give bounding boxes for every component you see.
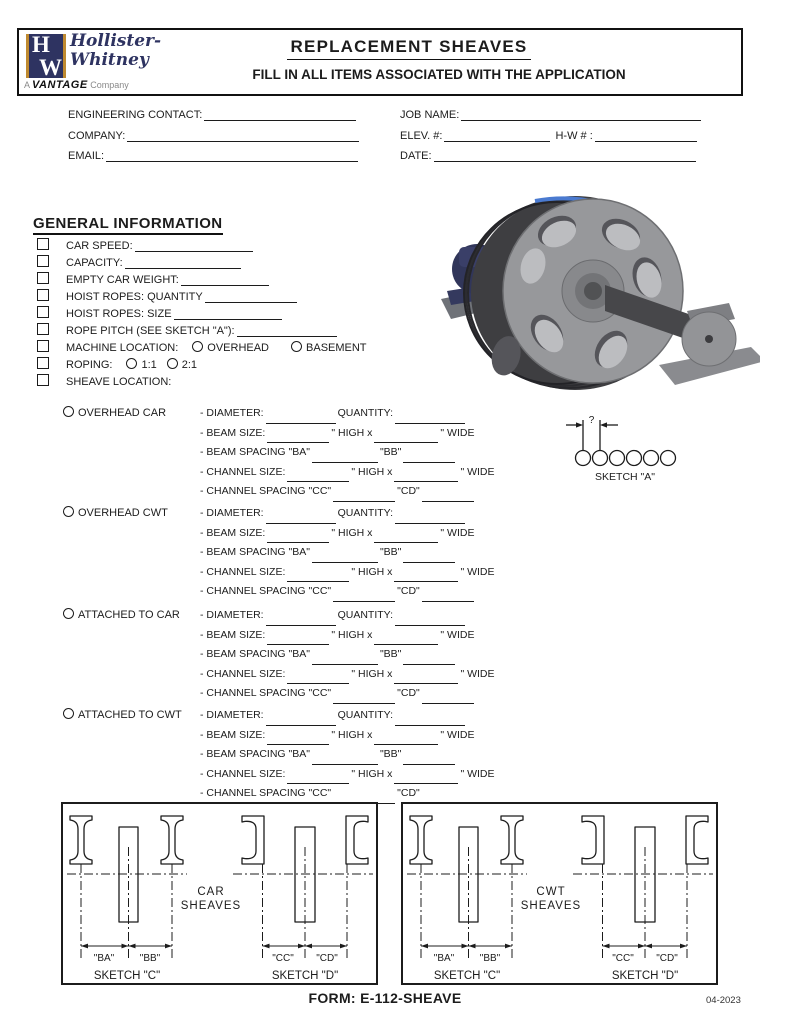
date-line[interactable] — [434, 148, 696, 162]
dim-cd: "CD" — [316, 953, 338, 964]
brand-line2: Whitney — [70, 50, 149, 70]
channel-wide-line[interactable] — [394, 770, 458, 784]
i-beam-right — [501, 816, 523, 864]
beam-spacing-row: - BEAM SPACING "BA" "BB" — [200, 745, 495, 765]
beam-size-row: - BEAM SIZE: " HIGH x " WIDE — [200, 726, 495, 746]
roping-2-1-label: 2:1 — [181, 359, 198, 371]
basement-radio[interactable] — [291, 341, 302, 352]
beam-high-line[interactable] — [267, 631, 329, 645]
hw-no-label: H-W # : — [555, 130, 593, 142]
job-name-label: JOB NAME: — [400, 109, 460, 121]
channel-high-line[interactable] — [287, 670, 349, 684]
hoist-ropes-quantity-line[interactable] — [205, 289, 297, 303]
attached-to-car-label: ATTACHED TO CAR — [78, 609, 180, 621]
company-line[interactable] — [127, 128, 359, 142]
car-speed-line[interactable] — [135, 238, 253, 252]
cc-line[interactable] — [333, 588, 395, 602]
channel-size-row: - CHANNEL SIZE: " HIGH x " WIDE — [200, 665, 495, 685]
diameter-line[interactable] — [266, 410, 336, 424]
sheave-wheel — [464, 196, 683, 390]
rope-pitch-dim: ? — [588, 415, 595, 426]
channel-wide-line[interactable] — [394, 468, 458, 482]
dim-bb: "BB" — [479, 953, 501, 964]
channel-right — [686, 816, 708, 864]
channel-high-line[interactable] — [287, 468, 349, 482]
monogram-w: W — [39, 55, 62, 80]
quantity-line[interactable] — [395, 712, 465, 726]
machine-location-row — [37, 340, 367, 354]
channel-wide-line[interactable] — [394, 670, 458, 684]
sketch-d-label: SKETCH "D" — [271, 970, 339, 982]
ba-line[interactable] — [312, 549, 378, 563]
channel-high-line[interactable] — [287, 568, 349, 582]
quantity-line[interactable] — [395, 510, 465, 524]
capacity-label: CAPACITY: — [66, 257, 123, 269]
diameter-row: - DIAMETER: QUANTITY: — [200, 404, 495, 424]
email-label: EMAIL: — [68, 150, 105, 162]
beam-spacing-row: - BEAM SPACING "BA" "BB" — [200, 443, 495, 463]
beam-size-row: - BEAM SIZE: " HIGH x " WIDE — [200, 626, 495, 646]
engineering-contact-line[interactable] — [204, 107, 356, 121]
hoist-ropes-size-row — [37, 306, 284, 320]
empty-car-weight-line[interactable] — [181, 272, 269, 286]
hoist-ropes-quantity-label: HOIST ROPES: QUANTITY — [66, 291, 203, 303]
email-row — [68, 148, 360, 162]
job-name-row — [400, 107, 703, 121]
bb-line[interactable] — [403, 751, 455, 765]
elev-no-label: ELEV. #: — [400, 130, 443, 142]
sketch-a-label: SKETCH "A" — [595, 471, 655, 483]
brand-name — [70, 32, 161, 70]
brand-line1: Hollister- — [70, 31, 162, 51]
beam-size-row: - BEAM SIZE: " HIGH x " WIDE — [200, 524, 495, 544]
engineering-contact-label: ENGINEERING CONTACT: — [68, 109, 203, 121]
company-row — [68, 128, 361, 142]
cd-line[interactable] — [422, 488, 474, 502]
rope-pitch-row — [37, 323, 339, 337]
car-sheaves-diagram — [61, 802, 378, 985]
beam-high-line[interactable] — [267, 529, 329, 543]
hoist-ropes-size-label: HOIST ROPES: SIZE — [66, 308, 172, 320]
attached-to-cwt-radio[interactable] — [63, 708, 74, 719]
vantage-tagline: A VANTAGE Company — [24, 79, 129, 91]
roping-1-1-radio[interactable] — [126, 358, 137, 369]
diameter-row: - DIAMETER: QUANTITY: — [200, 606, 495, 626]
i-beam-right — [161, 816, 183, 864]
sheave-location-row — [37, 374, 171, 388]
sheave-location-label: SHEAVE LOCATION: — [66, 376, 172, 388]
dim-cc: "CC" — [272, 953, 294, 964]
channel-left — [242, 816, 264, 864]
dim-cc: "CC" — [612, 953, 634, 964]
channel-size-row: - CHANNEL SIZE: " HIGH x " WIDE — [200, 563, 495, 583]
bb-line[interactable] — [403, 449, 455, 463]
ba-line[interactable] — [312, 449, 378, 463]
rope-pitch-line[interactable] — [237, 323, 337, 337]
channel-right — [346, 816, 368, 864]
roping-2-1-radio[interactable] — [167, 358, 178, 369]
hw-no-line[interactable] — [595, 128, 697, 142]
vantage-wordmark: VANTAGE — [32, 79, 88, 91]
monogram-h: H — [32, 32, 50, 57]
cc-line[interactable] — [333, 488, 395, 502]
general-information-heading: GENERAL INFORMATION — [33, 215, 223, 232]
form-number: FORM: E-112-SHEAVE — [308, 990, 462, 1006]
bb-line[interactable] — [403, 549, 455, 563]
sketch-d-label: SKETCH "D" — [611, 970, 679, 982]
sketch-c-label: SKETCH "C" — [93, 970, 161, 982]
overhead-cwt-label: OVERHEAD CWT — [78, 507, 168, 519]
roping-1-1-label: 1:1 — [141, 359, 157, 371]
header-box — [17, 28, 743, 96]
channel-spacing-row: - CHANNEL SPACING "CC" "CD" — [200, 784, 495, 804]
ba-line[interactable] — [312, 751, 378, 765]
basement-label: BASEMENT — [306, 342, 367, 354]
dim-cd: "CD" — [656, 953, 678, 964]
empty-car-weight-row — [37, 272, 271, 286]
job-name-line[interactable] — [461, 107, 701, 121]
ba-line[interactable] — [312, 651, 378, 665]
form-title: REPLACEMENT SHEAVES — [239, 37, 579, 60]
machine-location-checkbox[interactable] — [37, 340, 49, 352]
email-line[interactable] — [106, 148, 358, 162]
empty-car-weight-label: EMPTY CAR WEIGHT: — [66, 274, 179, 286]
beam-high-line[interactable] — [267, 731, 329, 745]
hoist-ropes-quantity-row — [37, 289, 299, 303]
sheave-product-photo — [435, 193, 760, 398]
capacity-line[interactable] — [125, 255, 241, 269]
dim-ba: "BA" — [93, 953, 115, 964]
beam-spacing-row: - BEAM SPACING "BA" "BB" — [200, 645, 495, 665]
sheave-location-checkbox[interactable] — [37, 374, 49, 386]
beam-high-line[interactable] — [267, 429, 329, 443]
channel-wide-line[interactable] — [394, 568, 458, 582]
beam-wide-line[interactable] — [374, 731, 438, 745]
date-row — [400, 148, 698, 162]
hoist-ropes-quantity-checkbox[interactable] — [37, 289, 49, 301]
roping-checkbox[interactable] — [37, 357, 49, 369]
empty-car-weight-checkbox[interactable] — [37, 272, 49, 284]
beam-size-row: - BEAM SIZE: " HIGH x " WIDE — [200, 424, 495, 444]
overhead-car-label: OVERHEAD CAR — [78, 407, 167, 419]
sketch-a-diagram — [563, 412, 693, 484]
quantity-line[interactable] — [395, 612, 465, 626]
channel-left — [582, 816, 604, 864]
roping-label: ROPING: — [66, 359, 113, 371]
attached-to-car-radio[interactable] — [63, 608, 74, 619]
overhead-car-radio[interactable] — [63, 406, 74, 417]
cd-line[interactable] — [422, 588, 474, 602]
dim-ba: "BA" — [433, 953, 455, 964]
channel-spacing-row: - CHANNEL SPACING "CC" "CD" — [200, 582, 495, 602]
diameter-line[interactable] — [266, 612, 336, 626]
engineering-contact-row — [68, 107, 358, 121]
diameter-row: - DIAMETER: QUANTITY: — [200, 706, 495, 726]
form-subtitle: FILL IN ALL ITEMS ASSOCIATED WITH THE APPLICATION — [252, 67, 626, 82]
cd-line[interactable] — [422, 690, 474, 704]
capacity-checkbox[interactable] — [37, 255, 49, 267]
cc-line[interactable] — [333, 690, 395, 704]
car-speed-checkbox[interactable] — [37, 238, 49, 250]
cwt-sheaves-title-2: SHEAVES — [520, 900, 582, 912]
car-sheaves-title-2: SHEAVES — [180, 900, 242, 912]
channel-spacing-row: - CHANNEL SPACING "CC" "CD" — [200, 684, 495, 704]
hollister-whitney-monogram-icon — [26, 34, 66, 78]
i-beam-left — [70, 816, 92, 864]
attached-to-cwt-label: ATTACHED TO CWT — [78, 709, 182, 721]
capacity-row — [37, 255, 243, 269]
beam-wide-line[interactable] — [374, 529, 438, 543]
company-label: COMPANY: — [68, 130, 126, 142]
diameter-line[interactable] — [266, 712, 336, 726]
machine-location-label: MACHINE LOCATION: — [66, 342, 179, 354]
elev-hw-row — [400, 128, 699, 142]
cwt-sheaves-title-1: CWT — [536, 886, 566, 898]
car-speed-label: CAR SPEED: — [66, 240, 133, 252]
rope-pitch-checkbox[interactable] — [37, 323, 49, 335]
right-dim-arrow — [600, 422, 607, 427]
sketch-c-label: SKETCH "C" — [433, 970, 501, 982]
channel-spacing-row: - CHANNEL SPACING "CC" "CD" — [200, 482, 495, 502]
car-sheaves-title-1: CAR — [197, 886, 225, 898]
beam-wide-line[interactable] — [374, 429, 438, 443]
cwt-sheaves-diagram — [401, 802, 718, 985]
channel-size-row: - CHANNEL SIZE: " HIGH x " WIDE — [200, 765, 495, 785]
channel-high-line[interactable] — [287, 770, 349, 784]
i-beam-left — [410, 816, 432, 864]
date-label: DATE: — [400, 150, 432, 162]
overhead-cwt-radio[interactable] — [63, 506, 74, 517]
hoist-ropes-size-line[interactable] — [174, 306, 282, 320]
overhead-radio[interactable] — [192, 341, 203, 352]
dim-bb: "BB" — [139, 953, 161, 964]
revision-date: 04-2023 — [706, 995, 741, 1006]
diameter-line[interactable] — [266, 510, 336, 524]
rope-pitch-label: ROPE PITCH (SEE SKETCH "A"): — [66, 325, 235, 337]
beam-wide-line[interactable] — [374, 631, 438, 645]
roping-row — [37, 357, 197, 371]
quantity-line[interactable] — [395, 410, 465, 424]
overhead-label: OVERHEAD — [207, 342, 270, 354]
elev-no-line[interactable] — [444, 128, 550, 142]
car-speed-row — [37, 238, 255, 252]
bb-line[interactable] — [403, 651, 455, 665]
hoist-ropes-size-checkbox[interactable] — [37, 306, 49, 318]
beam-spacing-row: - BEAM SPACING "BA" "BB" — [200, 543, 495, 563]
channel-size-row: - CHANNEL SIZE: " HIGH x " WIDE — [200, 463, 495, 483]
left-dim-arrow — [576, 422, 583, 427]
diameter-row: - DIAMETER: QUANTITY: — [200, 504, 495, 524]
